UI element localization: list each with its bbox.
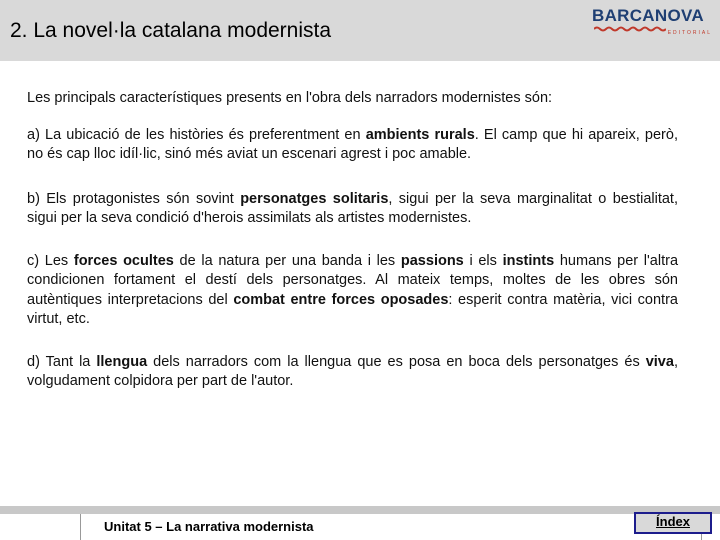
publisher-logo bbox=[592, 6, 714, 40]
intro-text: Les principals característiques presents en l'obra dels narradors modernistes són: bbox=[27, 90, 553, 106]
bold-phrase: personatges solitaris bbox=[240, 190, 389, 207]
text-run: : esperit contra matèria, vici contra virtut, etc. bbox=[27, 291, 678, 327]
logo-subtitle: EDITORIAL bbox=[667, 30, 712, 36]
content-body bbox=[27, 89, 678, 392]
bold-phrase: instints bbox=[502, 252, 555, 269]
text-run: d) Tant la bbox=[27, 353, 97, 370]
text-run: i els bbox=[463, 252, 503, 269]
bold-phrase: ambients rurals bbox=[365, 126, 475, 143]
logo-wordmark: BARCANOVA bbox=[592, 6, 704, 25]
text-run: c) Les bbox=[27, 252, 74, 269]
paragraph-a bbox=[27, 126, 678, 165]
logo-wave-icon bbox=[594, 26, 666, 32]
text-run: , volgudament colpidora per part de l'autor. bbox=[27, 353, 678, 389]
footer-bar bbox=[0, 506, 720, 514]
paragraph-d bbox=[27, 353, 678, 392]
page-title: 2. La novel·la catalana modernista bbox=[10, 19, 332, 42]
bold-phrase: llengua bbox=[96, 353, 148, 370]
index-button[interactable]: Índex bbox=[634, 512, 712, 534]
bold-phrase: forces ocultes bbox=[73, 252, 174, 269]
text-run: , sigui per la seva marginalitat o bestialitat, sigui per la seva condició d'herois assimilats als artistes modernistes. bbox=[27, 190, 678, 226]
paragraph-c bbox=[27, 252, 678, 330]
text-run: dels narradors com la llengua que es posa en boca dels personatges és bbox=[147, 353, 646, 370]
footer-unit-title: Unitat 5 – La narrativa modernista bbox=[104, 519, 314, 534]
header-bar bbox=[0, 0, 720, 61]
text-run: a) La ubicació de les històries és preferentment en bbox=[27, 126, 366, 143]
bold-phrase: combat entre forces oposades bbox=[233, 291, 449, 308]
text-run: humans per l'altra condicionen fortament el destí dels personatges. Al mateix temps, moltes de les obres són autèntiques interpretacions del bbox=[27, 252, 679, 308]
text-run: . El camp que hi apareix, però, no és cap lloc idíl·lic, sinó més aviat un escenari agrest i poc amable. bbox=[27, 126, 678, 162]
bold-phrase: passions bbox=[400, 252, 464, 269]
bold-phrase: viva bbox=[645, 353, 674, 370]
text-run: de la natura per una banda i les bbox=[173, 252, 401, 269]
text-run: b) Els protagonistes són sovint bbox=[27, 190, 241, 207]
paragraph-b bbox=[27, 190, 678, 229]
